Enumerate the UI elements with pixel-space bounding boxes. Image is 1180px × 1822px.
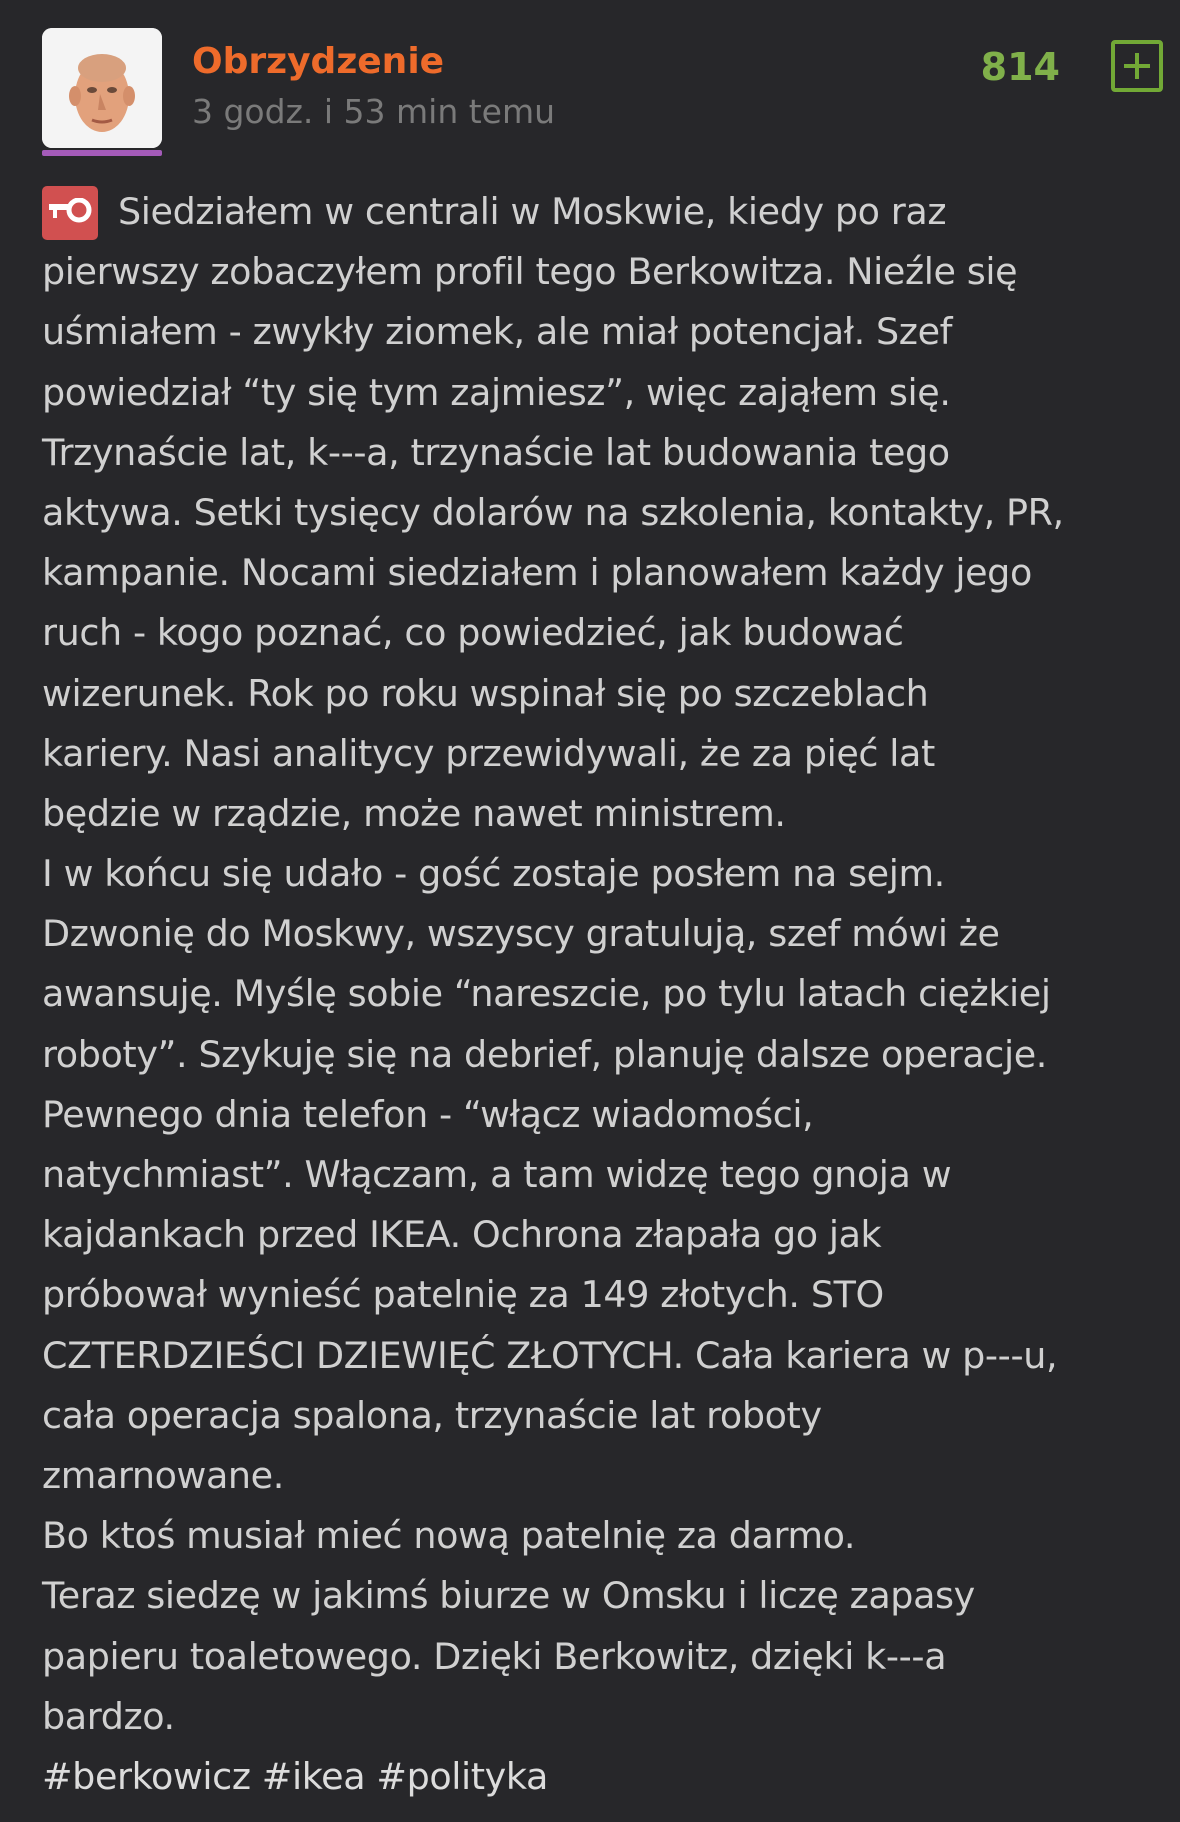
entry-line: I w końcu się udało - gość zostaje posłem na sejm.	[42, 852, 945, 896]
entry-line: CZTERDZIEŚCI DZIEWIĘĆ ZŁOTYCH. Cała kariera w p---u,	[42, 1333, 1058, 1377]
entry-line: pierwszy zobaczyłem profil tego Berkowitza. Nieźle się	[42, 250, 1018, 294]
entry-line: bardzo.	[42, 1694, 175, 1738]
entry-line: cała operacja spalona, trzynaście lat roboty	[42, 1393, 822, 1437]
entry-line: papieru toaletowego. Dzięki Berkowitz, dzięki k---a	[42, 1634, 947, 1678]
user-avatar[interactable]	[42, 28, 162, 148]
entry-line: kariery. Nasi analitycy przewidywali, że za pięć lat	[42, 731, 935, 775]
entry-line: ruch - kogo poznać, co powiedzieć, jak budować	[42, 611, 904, 655]
entry-tags[interactable]: #berkowicz #ikea #polityka	[42, 1754, 548, 1798]
entry-line: wizerunek. Rok po roku wspinał się po szczeblach	[42, 671, 929, 715]
entry-line: powiedział “ty się tym zajmiesz”, więc zająłem się.	[42, 370, 951, 414]
entry-line: próbował wynieść patelnię za 149 złotych. STO	[42, 1273, 884, 1317]
entry-line: Dzwonię do Moskwy, wszyscy gratulują, szef mówi że	[42, 912, 1000, 956]
entry-line: uśmiałem - zwykły ziomek, ale miał potencjał. Szef	[42, 310, 953, 354]
entry-body	[42, 182, 1167, 1807]
entry-line	[42, 182, 1167, 242]
entry-line: będzie w rządzie, może nawet ministrem.	[42, 791, 786, 835]
entry-line: Bo ktoś musiał mieć nową patelnię za darmo.	[42, 1514, 856, 1558]
plus-icon[interactable]	[1111, 40, 1163, 92]
entry-line-text: Siedziałem w centrali w Moskwie, kiedy po raz	[118, 190, 947, 233]
entry-line: roboty”. Szykuję się na debrief, planuję dalsze operacje.	[42, 1032, 1047, 1076]
avatar-gender-bar	[42, 150, 162, 156]
entry-line: kajdankach przed IKEA. Ochrona złapała go jak	[42, 1213, 882, 1257]
entry-line: kampanie. Nocami siedziałem i planowałem każdy jego	[42, 551, 1032, 595]
entry-line: Teraz siedzę w jakimś biurze w Omsku i liczę zapasy	[42, 1574, 975, 1618]
entry-line: aktywa. Setki tysięcy dolarów na szkolenia, kontakty, PR,	[42, 490, 1064, 534]
post-timestamp[interactable]: 3 godz. i 53 min temu	[192, 92, 556, 131]
entry-line: Trzynaście lat, k---a, trzynaście lat budowania tego	[42, 430, 950, 474]
entry-line: zmarnowane.	[42, 1453, 284, 1497]
key-icon	[42, 186, 98, 240]
entry-line: natychmiast”. Włączam, a tam widzę tego gnoja w	[42, 1153, 952, 1196]
entry-line: awansuję. Myślę sobie “nareszcie, po tylu latach ciężkiej	[42, 972, 1051, 1016]
vote-count: 814	[980, 45, 1060, 89]
entry-line: Pewnego dnia telefon - “włącz wiadomości,	[42, 1092, 814, 1136]
username-link[interactable]: Obrzydzenie	[192, 41, 445, 82]
